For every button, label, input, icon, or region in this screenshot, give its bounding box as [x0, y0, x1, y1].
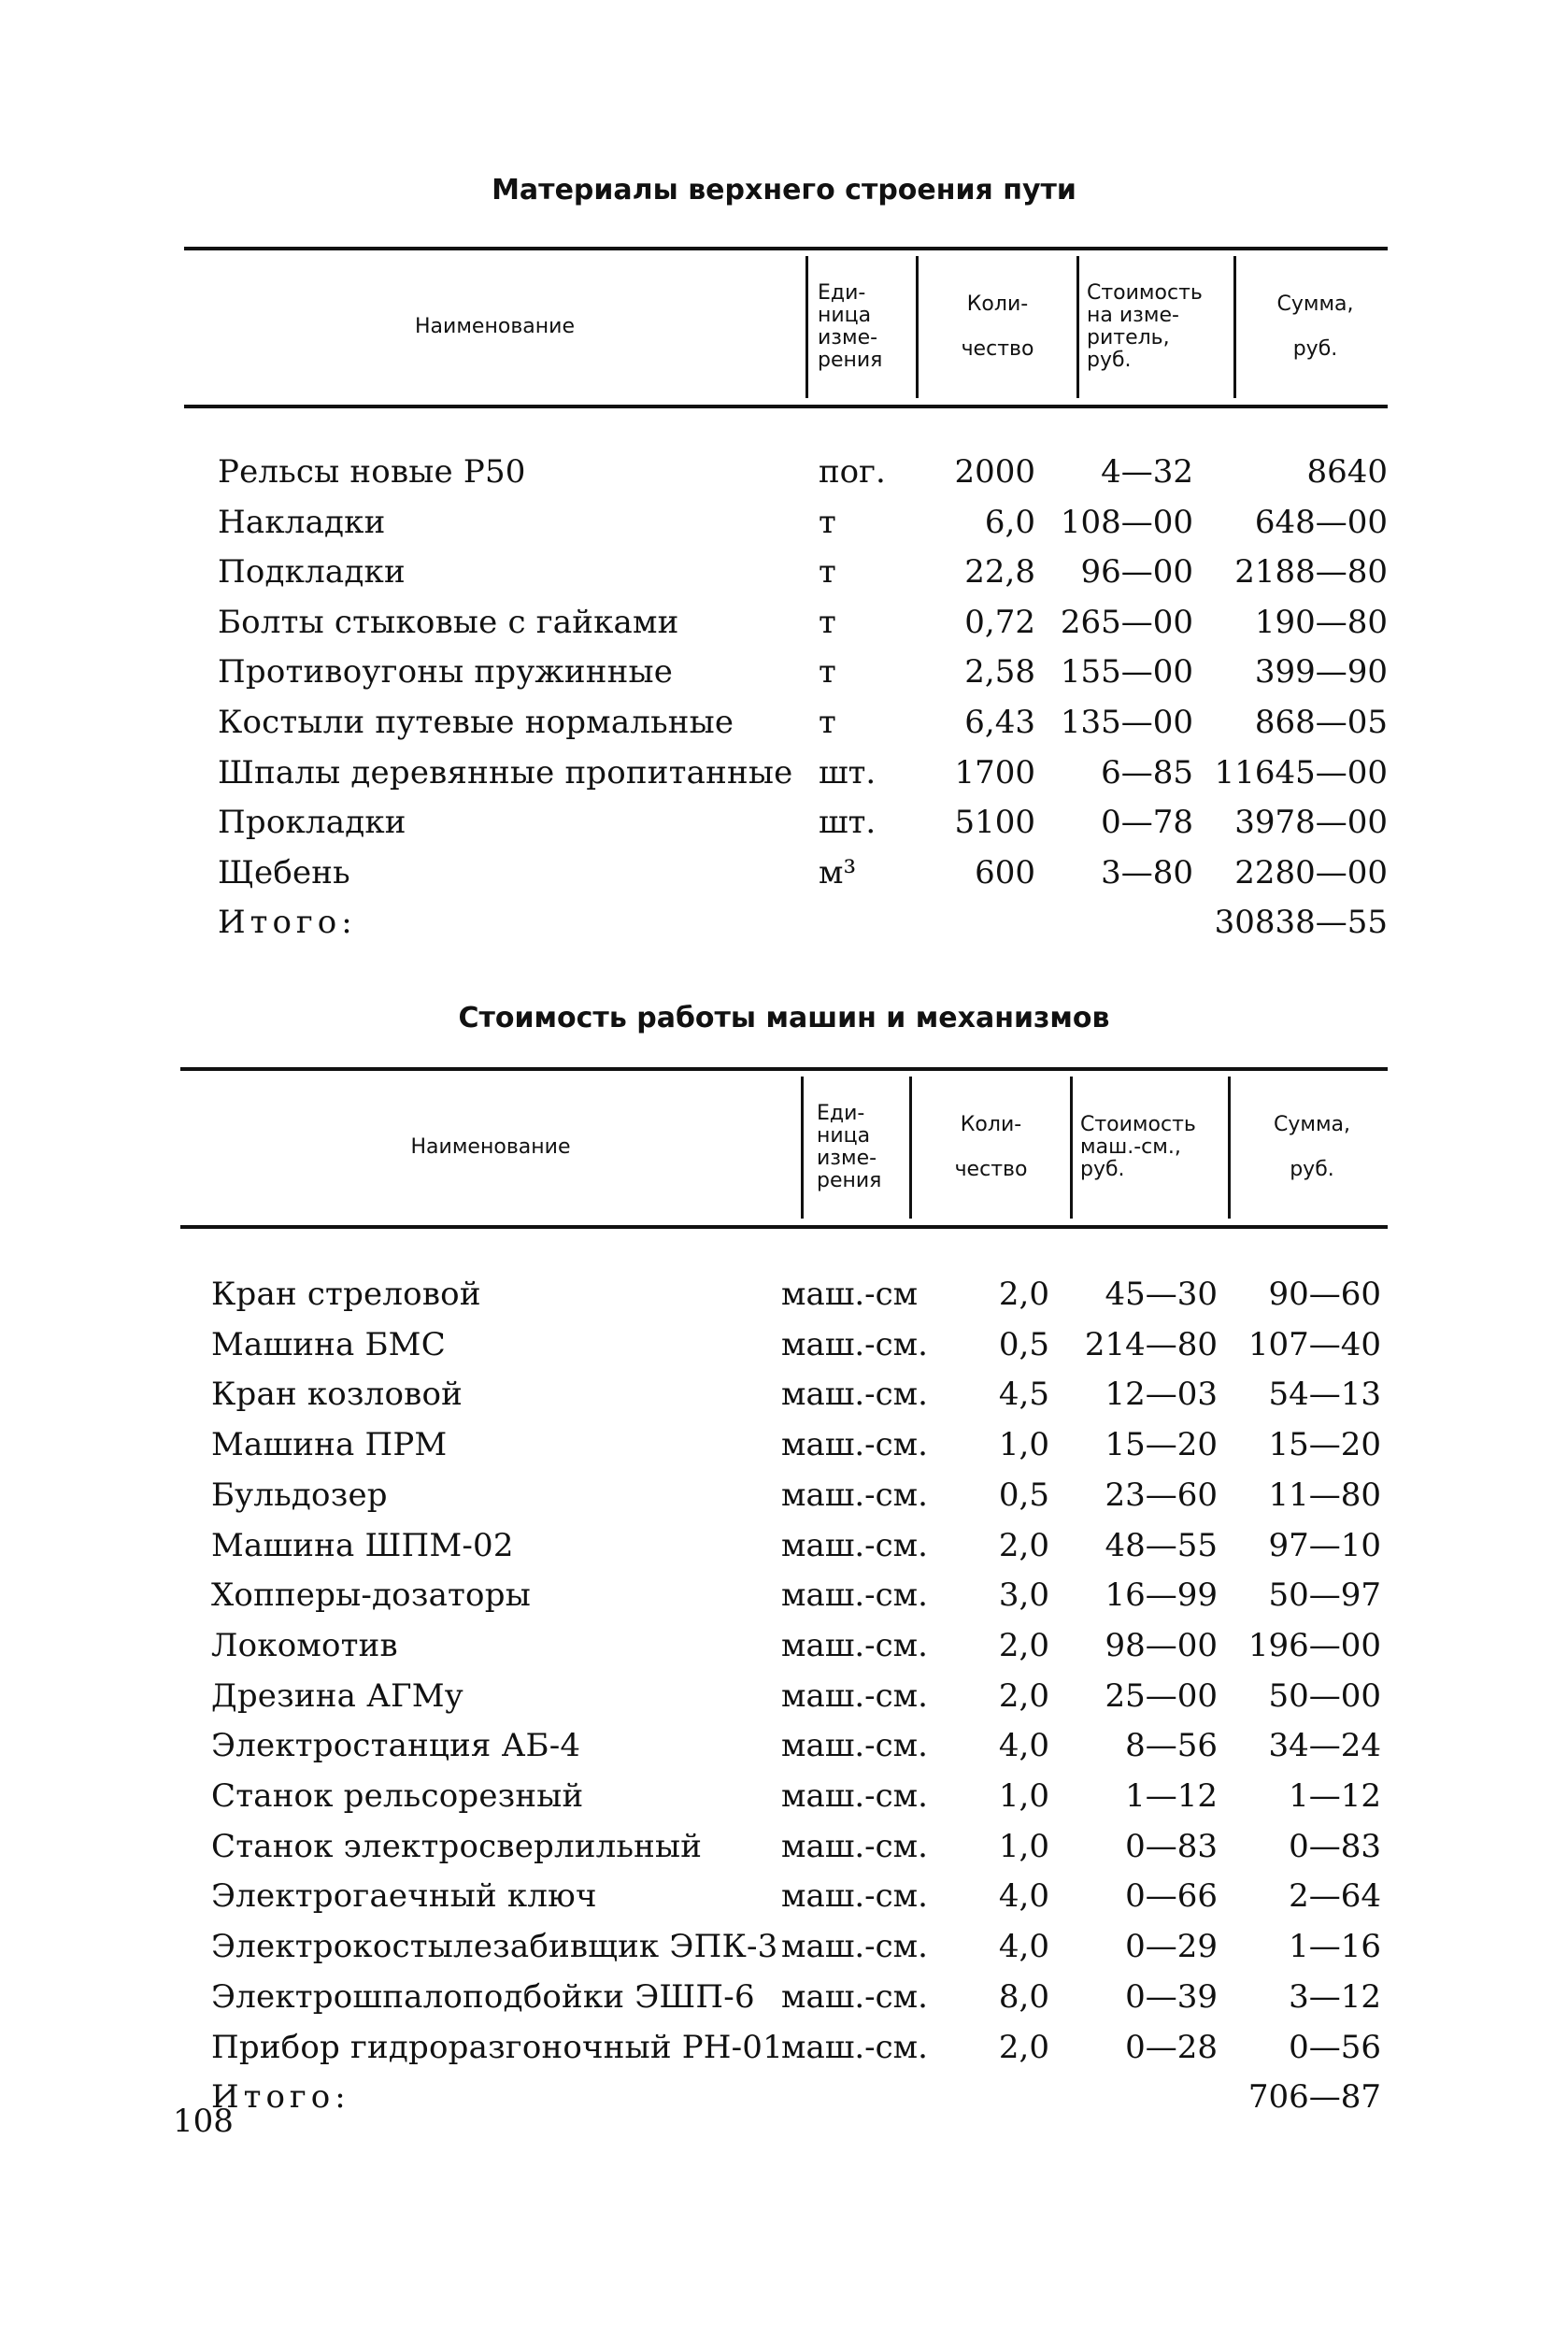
- table1-row-sum: 8640: [1306, 453, 1388, 491]
- table2-header-rule: [180, 1225, 1388, 1229]
- table2-header-qty: Коли- чество: [954, 1113, 1028, 1181]
- table2-row-unit: маш.-см: [781, 1276, 919, 1313]
- table2-top-rule: [180, 1067, 1388, 1071]
- table2-row-price: 98—00: [1105, 1626, 1218, 1664]
- table2-title: Стоимость работы машин и механизмов: [458, 1002, 1110, 1034]
- table2-row-sum: 11—80: [1268, 1476, 1381, 1514]
- table1-col-divider: [1076, 256, 1079, 398]
- table1-header-unit: Еди- ница изме- рения: [818, 281, 883, 372]
- table1-col-divider: [916, 256, 919, 398]
- table2-row-name: Машина ПРМ: [211, 1426, 448, 1464]
- table1-row-name: Противоугоны пружинные: [218, 653, 674, 692]
- table2-row-sum: 97—10: [1268, 1526, 1381, 1564]
- table1-row-name: Накладки: [218, 503, 386, 541]
- table2-row-qty: 1,0: [998, 1777, 1049, 1815]
- table1-row-sum: 2188—80: [1234, 553, 1388, 592]
- table2-row-qty: 2,0: [998, 1626, 1049, 1664]
- table2-row-qty: 0,5: [998, 1476, 1049, 1514]
- table1-row-sum: 868—05: [1254, 704, 1388, 741]
- table2-row-name: Электрошпалоподбойки ЭШП-6: [211, 1977, 755, 2016]
- table2-row-unit: маш.-см.: [781, 1827, 928, 1865]
- table1-top-rule: [184, 247, 1388, 250]
- table2-row-unit: маш.-см.: [781, 1325, 928, 1363]
- table2-row-unit: маш.-см.: [781, 1526, 928, 1564]
- table1-row-qty: 1700: [954, 753, 1035, 792]
- table1-header-sum: Сумма, руб.: [1276, 292, 1354, 361]
- table2-row-name: Прибор гидроразгоночный РН-01: [211, 2028, 783, 2066]
- table2-col-divider: [801, 1077, 804, 1219]
- table1-row-price: 155—00: [1060, 653, 1193, 692]
- table1-row-qty: 600: [975, 853, 1035, 891]
- table1-row-sum: 2280—00: [1234, 853, 1388, 891]
- table2-row-unit: маш.-см.: [781, 1727, 928, 1765]
- table2-row-sum: 50—97: [1268, 1576, 1381, 1615]
- table2-header-price: Стоимость маш.-см., руб.: [1080, 1113, 1196, 1181]
- table1-row-name: Костыли путевые нормальные: [218, 704, 734, 741]
- table2-row-sum: 1—12: [1289, 1777, 1381, 1815]
- table2-row-qty: 3,0: [998, 1576, 1049, 1615]
- table1-row-qty: 5100: [954, 804, 1035, 842]
- table2-row-name: Электростанция АБ-4: [211, 1727, 581, 1765]
- table2-row-sum: 2—64: [1289, 1877, 1381, 1916]
- table2-total-value: 706—87: [1247, 2078, 1381, 2117]
- table2-row-sum: 54—13: [1268, 1376, 1381, 1414]
- table1-row-qty: 2,58: [964, 653, 1035, 692]
- table1-row-unit: т: [819, 704, 836, 741]
- table2-row-price: 12—03: [1105, 1376, 1218, 1414]
- table2-row-qty: 2,0: [998, 1526, 1049, 1564]
- table2-header-name: Наименование: [410, 1135, 571, 1159]
- table1-row-unit: шт.: [819, 753, 877, 792]
- table1-row-price: 0—78: [1101, 804, 1193, 842]
- table2-row-sum: 34—24: [1268, 1727, 1381, 1765]
- table2-row-name: Станок рельсорезный: [211, 1777, 584, 1815]
- table2-row-price: 1—12: [1125, 1777, 1218, 1815]
- table2-row-price: 25—00: [1105, 1676, 1218, 1715]
- table2-row-name: Кран козловой: [211, 1376, 463, 1414]
- table2-row-qty: 4,0: [998, 1727, 1049, 1765]
- table2-row-unit: маш.-см.: [781, 1626, 928, 1664]
- table1-title: Материалы верхнего строения пути: [492, 174, 1076, 207]
- table2-row-price: 0—66: [1125, 1877, 1218, 1916]
- table2-row-unit: маш.-см.: [781, 2028, 928, 2066]
- table2-row-price: 214—80: [1084, 1325, 1218, 1363]
- table2-row-unit: маш.-см.: [781, 1426, 928, 1464]
- table1-row-name: Шпалы деревянные пропитанные: [218, 753, 793, 792]
- table2-row-name: Машина ШПМ-02: [211, 1526, 514, 1564]
- table1-row-sum: 190—80: [1254, 603, 1388, 641]
- table1-row-name: Прокладки: [218, 804, 406, 842]
- table2-row-qty: 2,0: [998, 1276, 1049, 1313]
- table1-row-price: 135—00: [1060, 704, 1193, 741]
- table1-row-name: Болты стыковые с гайками: [218, 603, 679, 641]
- table2-row-sum: 196—00: [1247, 1626, 1381, 1664]
- table2-row-sum: 1—16: [1289, 1928, 1381, 1966]
- table2-row-sum: 0—56: [1289, 2028, 1381, 2066]
- table2-row-qty: 8,0: [998, 1977, 1049, 2016]
- table2-row-unit: маш.-см.: [781, 1977, 928, 2016]
- table1-total-label: Итого:: [218, 904, 357, 942]
- table1-row-price: 96—00: [1080, 553, 1193, 592]
- table2-row-price: 0—83: [1125, 1827, 1218, 1865]
- table2-row-price: 8—56: [1125, 1727, 1218, 1765]
- table1-row-unit: т: [819, 653, 836, 692]
- table2-row-sum: 0—83: [1289, 1827, 1381, 1865]
- table2-row-sum: 3—12: [1289, 1977, 1381, 2016]
- table1-row-name: Подкладки: [218, 553, 406, 592]
- table1-total-value: 30838—55: [1214, 904, 1388, 942]
- table2-row-name: Дрезина АГМу: [211, 1676, 463, 1715]
- table1-header-qty: Коли- чество: [961, 292, 1034, 361]
- table2-row-unit: маш.-см.: [781, 1676, 928, 1715]
- table2-row-unit: маш.-см.: [781, 1928, 928, 1966]
- table2-row-qty: 4,0: [998, 1928, 1049, 1966]
- table1-row-unit: шт.: [819, 804, 877, 842]
- page-number: 108: [173, 2103, 234, 2140]
- table2-row-unit: маш.-см.: [781, 1576, 928, 1615]
- table1-row-unit: пог.: [819, 453, 886, 491]
- table1-row-qty: 6,0: [984, 503, 1035, 541]
- table1-col-divider: [805, 256, 808, 398]
- table2-row-price: 16—99: [1105, 1576, 1218, 1615]
- table1-row-sum: 11645—00: [1214, 753, 1388, 792]
- table2-row-name: Машина БМС: [211, 1325, 446, 1363]
- table1-row-price: 3—80: [1101, 853, 1193, 891]
- table2-row-unit: маш.-см.: [781, 1376, 928, 1414]
- table2-row-price: 0—29: [1125, 1928, 1218, 1966]
- table1-row-qty: 22,8: [964, 553, 1035, 592]
- table2-row-price: 0—39: [1125, 1977, 1218, 2016]
- table2-total-label: Итого:: [211, 2078, 350, 2117]
- table2-row-price: 23—60: [1105, 1476, 1218, 1514]
- table1-row-name: Рельсы новые Р50: [218, 453, 526, 491]
- table2-row-qty: 2,0: [998, 2028, 1049, 2066]
- table1-row-qty: 2000: [954, 453, 1035, 491]
- table1-row-price: 4—32: [1101, 453, 1193, 491]
- table1-header-name: Наименование: [415, 315, 575, 338]
- table2-row-price: 15—20: [1105, 1426, 1218, 1464]
- table1-header-price: Стоимость на изме- ритель, руб.: [1087, 281, 1203, 372]
- table1-row-unit: м³: [819, 853, 857, 891]
- table2-row-unit: маш.-см.: [781, 1877, 928, 1916]
- table2-row-name: Станок электросверлильный: [211, 1827, 703, 1865]
- table1-row-sum: 3978—00: [1234, 804, 1388, 842]
- table2-row-qty: 1,0: [998, 1827, 1049, 1865]
- table2-row-sum: 50—00: [1268, 1676, 1381, 1715]
- table1-row-price: 265—00: [1060, 603, 1193, 641]
- table2-row-qty: 4,0: [998, 1877, 1049, 1916]
- table2-row-sum: 90—60: [1268, 1276, 1381, 1313]
- table1-row-sum: 399—90: [1254, 653, 1388, 692]
- table1-row-price: 108—00: [1060, 503, 1193, 541]
- table2-row-price: 45—30: [1105, 1276, 1218, 1313]
- table1-header-rule: [184, 405, 1388, 408]
- table2-row-name: Электрогаечный ключ: [211, 1877, 597, 1916]
- table1-row-sum: 648—00: [1254, 503, 1388, 541]
- table1-row-unit: т: [819, 603, 836, 641]
- table2-row-qty: 2,0: [998, 1676, 1049, 1715]
- table2-row-name: Электрокостылезабивщик ЭПК-3: [211, 1928, 778, 1966]
- table2-row-qty: 4,5: [998, 1376, 1049, 1414]
- table1-row-qty: 0,72: [964, 603, 1035, 641]
- table2-row-price: 48—55: [1105, 1526, 1218, 1564]
- table2-row-name: Бульдозер: [211, 1476, 388, 1514]
- table1-row-price: 6—85: [1101, 753, 1193, 792]
- table2-row-qty: 1,0: [998, 1426, 1049, 1464]
- table2-row-unit: маш.-см.: [781, 1476, 928, 1514]
- table2-col-divider: [1070, 1077, 1073, 1219]
- table1-row-qty: 6,43: [964, 704, 1035, 741]
- table2-row-unit: маш.-см.: [781, 1777, 928, 1815]
- table2-header-unit: Еди- ница изме- рения: [817, 1102, 882, 1192]
- table2-row-price: 0—28: [1125, 2028, 1218, 2066]
- table1-row-unit: т: [819, 553, 836, 592]
- table2-row-sum: 107—40: [1247, 1325, 1381, 1363]
- table2-row-name: Кран стреловой: [211, 1276, 481, 1313]
- table2-row-name: Хопперы-дозаторы: [211, 1576, 531, 1615]
- table2-row-sum: 15—20: [1268, 1426, 1381, 1464]
- table2-row-name: Локомотив: [211, 1626, 398, 1664]
- table1-row-name: Щебень: [218, 853, 350, 891]
- table1-row-unit: т: [819, 503, 836, 541]
- table2-header-sum: Сумма, руб.: [1273, 1113, 1351, 1181]
- table2-row-qty: 0,5: [998, 1325, 1049, 1363]
